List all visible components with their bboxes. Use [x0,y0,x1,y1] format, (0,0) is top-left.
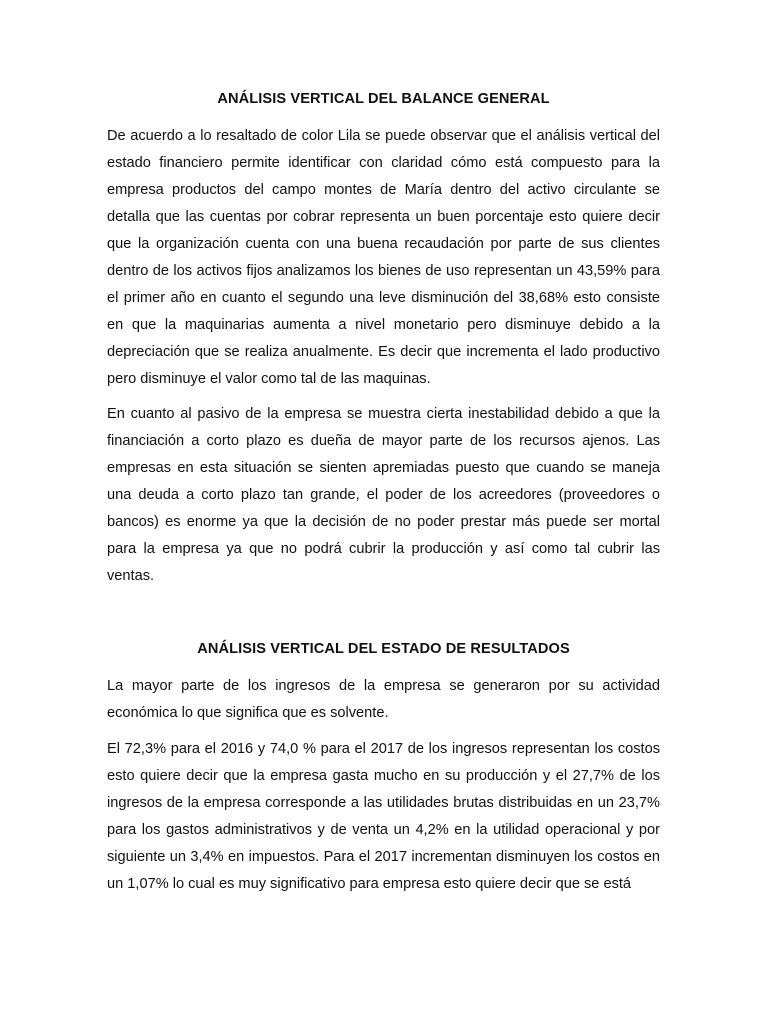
paragraph-liabilities-analysis: En cuanto al pasivo de la empresa se muestra cierta inestabilidad debido a que la financiación a corto plazo es dueña de mayor parte de los recursos ajenos. Las empresas en esta situación se sienten apremiadas puesto que cuando se maneja una deuda a corto plazo tan grande, el poder de los acreedores (proveedores o bancos) es enorme ya que la decisión de no poder prestar más puede ser mortal para la empresa ya que no podrá cubrir la producción y así como tal cubrir las ventas. [107,406,660,584]
paragraph-income-costs: El 72,3% para el 2016 y 74,0 % para el 2017 de los ingresos representan los costos esto quiere decir que la empresa gasta mucho en su producción y el 27,7% de los ingresos de la empresa corresponde a las utilidades brutas distribuidas en un 23,7% para los gastos administrativos y de venta un 4,2% en la utilidad operacional y por siguiente un 3,4% en impuestos. Para el 2017 incrementan disminuyen los costos en un 1,07% lo cual es muy significativo para empresa esto quiere decir que se está [107,741,660,892]
paragraph-income-summary: La mayor parte de los ingresos de la empresa se generaron por su actividad económica lo que significa que es solvente. [107,678,660,721]
paragraph-balance-analysis: De acuerdo a lo resaltado de color Lila se puede observar que el análisis vertical del estado financiero permite identificar con claridad cómo está compuesto para la empresa productos del campo montes de María dentro del activo circulante se detalla que las cuentas por cobrar representa un buen porcentaje esto quiere decir que la organización cuenta con una buena recaudación por parte de sus clientes dentro de los activos fijos analizamos los bienes de uso representan un 43,59% para el primer año en cuanto el segundo una leve disminución del 38,68% esto consiste en que la maquinarias aumenta a nivel monetario pero disminuye debido a la depreciación que se realiza anualmente. Es decir que incrementa el lado productivo pero disminuye el valor como tal de las maquinas. [107,128,660,387]
heading-estado-resultados: ANÁLISIS VERTICAL DEL ESTADO DE RESULTADOS [197,641,570,657]
heading-balance-general: ANÁLISIS VERTICAL DEL BALANCE GENERAL [217,91,550,107]
